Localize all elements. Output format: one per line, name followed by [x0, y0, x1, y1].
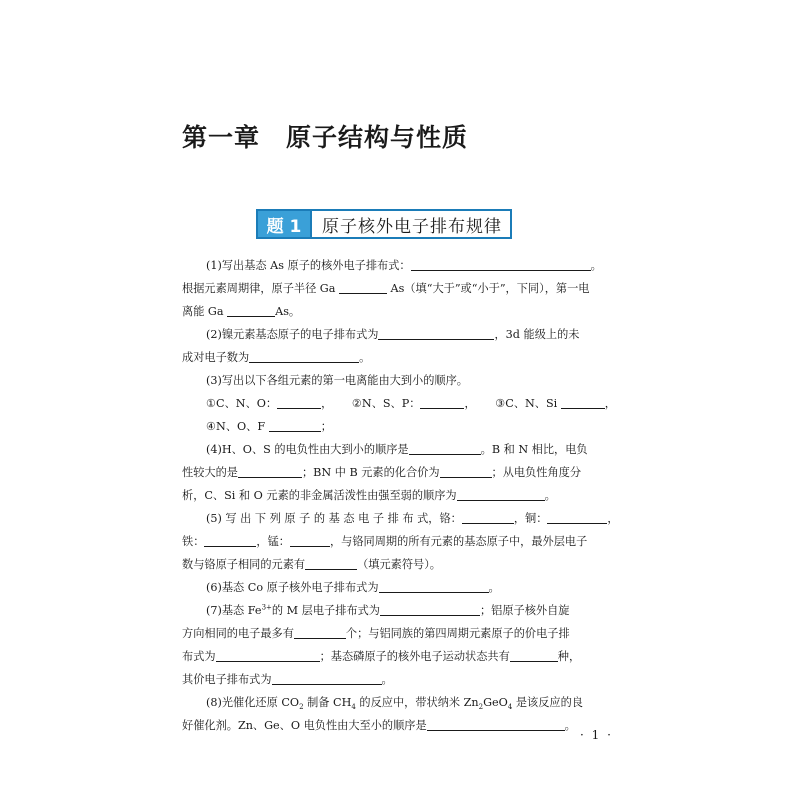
question-7-line-2: 方向相同的电子最多有 个；与铝同族的第四周期元素原子的价电子排: [182, 627, 570, 640]
question-3-line-1: (3)写出以下各组元素的第一电离能由大到小的顺序。: [206, 374, 468, 387]
question-1-line-2: 根据元素周期律，原子半径 Ga As（填“大于”或“小于”，下同），第一电: [182, 282, 590, 295]
question-5-line-2: 铁： ，锰： ，与铬同周期的所有元素的基态原子中，最外层电子: [182, 535, 588, 548]
answer-blank[interactable]: [420, 396, 464, 409]
answer-blank[interactable]: [290, 534, 330, 547]
answer-blank[interactable]: [561, 396, 605, 409]
question-5-line-1: (5) 写 出 下 列 原 子 的 基 态 电 子 排 布 式，铬： ，铜： ，: [206, 512, 619, 525]
page-number: · 1 ·: [580, 728, 613, 742]
answer-blank[interactable]: [510, 649, 558, 662]
answer-blank[interactable]: [380, 603, 480, 616]
question-7-line-4: 其价电子排布式为 。: [182, 673, 393, 686]
answer-blank[interactable]: [272, 672, 382, 685]
answer-blank[interactable]: [216, 649, 320, 662]
question-1-line-1: (1)写出基态 As 原子的核外电子排布式： 。: [206, 259, 602, 272]
question-3-line-3: ④N、O、F ；: [206, 420, 332, 433]
question-content: [182, 254, 620, 737]
answer-blank[interactable]: [379, 580, 489, 593]
question-1-line-3: 离能 Ga As。: [182, 305, 301, 318]
answer-blank[interactable]: [457, 488, 545, 501]
answer-blank[interactable]: [249, 350, 359, 363]
question-5-line-3: 数与铬原子相同的元素有 （填元素符号）。: [182, 558, 441, 571]
answer-blank[interactable]: [227, 304, 275, 317]
answer-blank[interactable]: [305, 557, 357, 570]
answer-blank[interactable]: [339, 281, 387, 294]
answer-blank[interactable]: [269, 419, 321, 432]
question-6-line-1: (6)基态 Co 原子核外电子排布式为 。: [206, 581, 500, 594]
question-7-line-1: (7)基态 $Fe^{3+}$的 M 层电子排布式为 ；铝原子核外自旋: [206, 603, 570, 617]
answer-blank[interactable]: [378, 327, 494, 340]
question-4-line-3: 析，C、Si 和 O 元素的非金属活泼性由强至弱的顺序为 。: [182, 489, 556, 502]
question-2-line-2: 成对电子数为 。: [182, 351, 371, 364]
answer-blank[interactable]: [294, 626, 346, 639]
question-3-line-2: ①C、N、O： ， ②N、S、P： ， ③C、N、Si ，: [206, 397, 616, 410]
answer-blank[interactable]: [411, 258, 591, 271]
topic-header: [256, 209, 512, 239]
question-8-line-1: (8)光催化还原 $CO_2$ 制备 $CH_4$ 的反应中，带状纳米 $Zn_2GeO_4$ 是该反应的良: [206, 696, 583, 712]
answer-blank[interactable]: [440, 465, 492, 478]
chapter-title: 第一章 原子结构与性质: [182, 123, 469, 152]
answer-blank[interactable]: [204, 534, 256, 547]
answer-blank[interactable]: [427, 718, 565, 731]
answer-blank[interactable]: [547, 511, 607, 524]
question-4-line-1: (4)H、O、S 的电负性由大到小的顺序是 。B 和 N 相比，电负: [206, 443, 588, 456]
answer-blank[interactable]: [462, 511, 514, 524]
question-2-line-1: (2)镍元素基态原子的电子排布式为 ，3d 能级上的未: [206, 328, 580, 341]
topic-title: 原子核外电子排布规律: [312, 209, 512, 239]
answer-blank[interactable]: [238, 465, 302, 478]
question-8-line-2: 好催化剂。Zn、Ge、O 电负性由大至小的顺序是 。: [182, 719, 576, 732]
answer-blank[interactable]: [277, 396, 321, 409]
topic-badge: 题 1: [256, 209, 312, 239]
answer-blank[interactable]: [409, 442, 481, 455]
question-7-line-3: 布式为 ；基态磷原子的核外电子运动状态共有 种，: [182, 650, 581, 663]
question-4-line-2: 性较大的是 ；BN 中 B 元素的化合价为 ；从电负性角度分: [182, 466, 582, 479]
